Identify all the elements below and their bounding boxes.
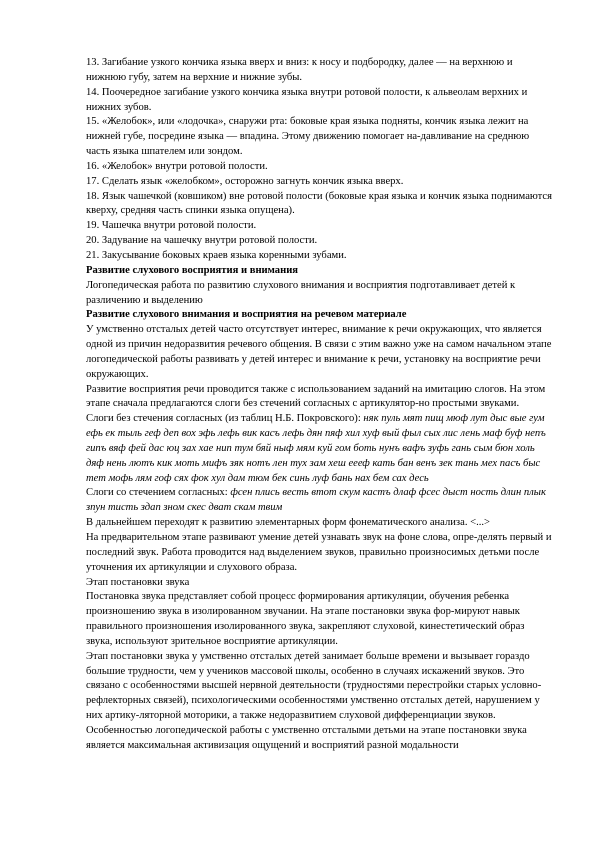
exercise-14: 14. Поочередное загибание узкого кончика языка внутри ротовой полости, к альвеолам верхних и нижних зубов. [86, 86, 528, 113]
paragraph-features: Особенностью логопедической работы с умственно отсталыми детьми на этапе постановки звука является максимальная активизация ощущений и восприятий разной модальности [86, 724, 527, 751]
syllables-clusters-label: Слоги со стечением согласных: [86, 487, 231, 499]
paragraph-phonemic: В дальнейшем переходят к развитию элементарных форм фонематического анализа. <...> [86, 517, 491, 529]
paragraph-syllables-simple [86, 412, 552, 486]
exercise-19: 19. Чашечка внутри ротовой полости. [86, 220, 257, 232]
paragraph-interest: У умственно отсталых детей часто отсутствует интерес, внимание к речи окружающих, что является одной из причин недоразвития речевого общения. В связи с этим важно уже на самом начальном этапе логопедической работы развивать у детей интерес и внимание к речи, установку на восприятие речи окружающих. [86, 324, 552, 380]
paragraph-sound-setting: Постановка звука представляет собой процесс формирования артикуляции, обучения ребенка произношению звука в изолированном звучании. На этапе постановки звука фор-мируют навык правильного произношения изолированного звука, закрепляют слуховой, кинестетический образ звука, используют зрительное восприятие артикуляции. [86, 591, 525, 647]
paragraph-intro: Логопедическая работа по развитию слухового внимания и восприятия подготавливает детей к различению и выделению [86, 279, 516, 306]
exercise-15: 15. «Желобок», или «лодочка», снаружи рта: боковые края языка подняты, кончик языка лежит на нижней губе, посредине языка — впадина. Этому движению помогает на-давливание на среднюю часть языка шпателем или зондом. [86, 116, 530, 158]
paragraph-syllables-clusters [86, 486, 552, 516]
exercise-21: 21. Закусывание боковых краев языка коренными зубами. [86, 249, 347, 261]
document-page [86, 56, 552, 754]
exercise-17: 17. Сделать язык «желобком», осторожно загнуть кончик языка вверх. [86, 175, 404, 187]
exercise-13: 13. Загибание узкого кончика языка вверх и вниз: к носу и подбородку, далее — на верхнюю и нижнюю губу, затем на верхние и нижние зубы. [86, 57, 513, 83]
syllables-simple-label: Слоги без стечения согласных (из таблиц Н.Б. Покровского): [86, 413, 364, 425]
paragraph-preliminary: На предварительном этапе развивают умение детей узнавать звук на фоне слова, опре-делять первый и последний звук. Работа проводится над выделением звуков, правильно произносимых детьми после уточнения их артикуляции и слухового образа. [86, 532, 552, 573]
exercise-20: 20. Задувание на чашечку внутри ротовой полости. [86, 235, 318, 247]
syllables-clusters-list: фсен плись весть втот скум кастъ длаф фсес дыст ность длин плык зпун тисть здап зном скес дват скам твим [86, 487, 546, 514]
section-heading-auditory: Развитие слухового восприятия и внимания [86, 264, 299, 276]
subheading-sound-setting: Этап постановки звука [86, 576, 190, 588]
paragraph-imitation: Развитие восприятия речи проводится также с использованием заданий на имитацию слогов. На этом этапе сначала предлагаются слоги без стечений согласных с артикулятор-но простыми звуками. [86, 383, 546, 410]
section-heading-speech-material: Развитие слухового внимания и восприятия на речевом материале [86, 309, 407, 321]
exercise-16: 16. «Желобок» внутри ротовой полости. [86, 160, 268, 172]
paragraph-difficulties: Этап постановки звука у умственно отсталых детей занимает больше времени и вызывает гораздо большие трудности, чем у учеников массовой школы, особенно в случаях искажений звуков. Это связано с особенностями высшей нервной деятельности (трудностями перестройки старых условно-рефлекторных связей), психологическими особенностями умственно отсталых детей, нарушением у них артику-ляторной моторики, а также недоразвитием слуховой дифференциации звуков. [86, 650, 542, 722]
syllables-simple-list: няк пуль мят пищ мюф лут дыс вые гум ефь ек тыль геф деп вох эфь лефь вик касъ лефь дян пяф хил хуф вый фыл сых лис лень маф буф непъ гипъ вяф фей дас юц зах хае нип тум бяй ныф мям куй гом боть нунъ вафъ зуфь гань сым бюн холь дяф нень лютъ кик моть мифъ зяк нотъ лен тух зам хеш еееф кать бан венъ зек тань мех пасъ быс тет мофь лям гоф сях фок хул дам тюм бек синь луф бань нах бем сах десь [86, 413, 546, 484]
exercise-18: 18. Язык чашечкой (ковшиком) вне ротовой полости (боковые края языка и кончик языка поднимаются кверху, средняя часть спинки языка опущена). [86, 190, 553, 217]
